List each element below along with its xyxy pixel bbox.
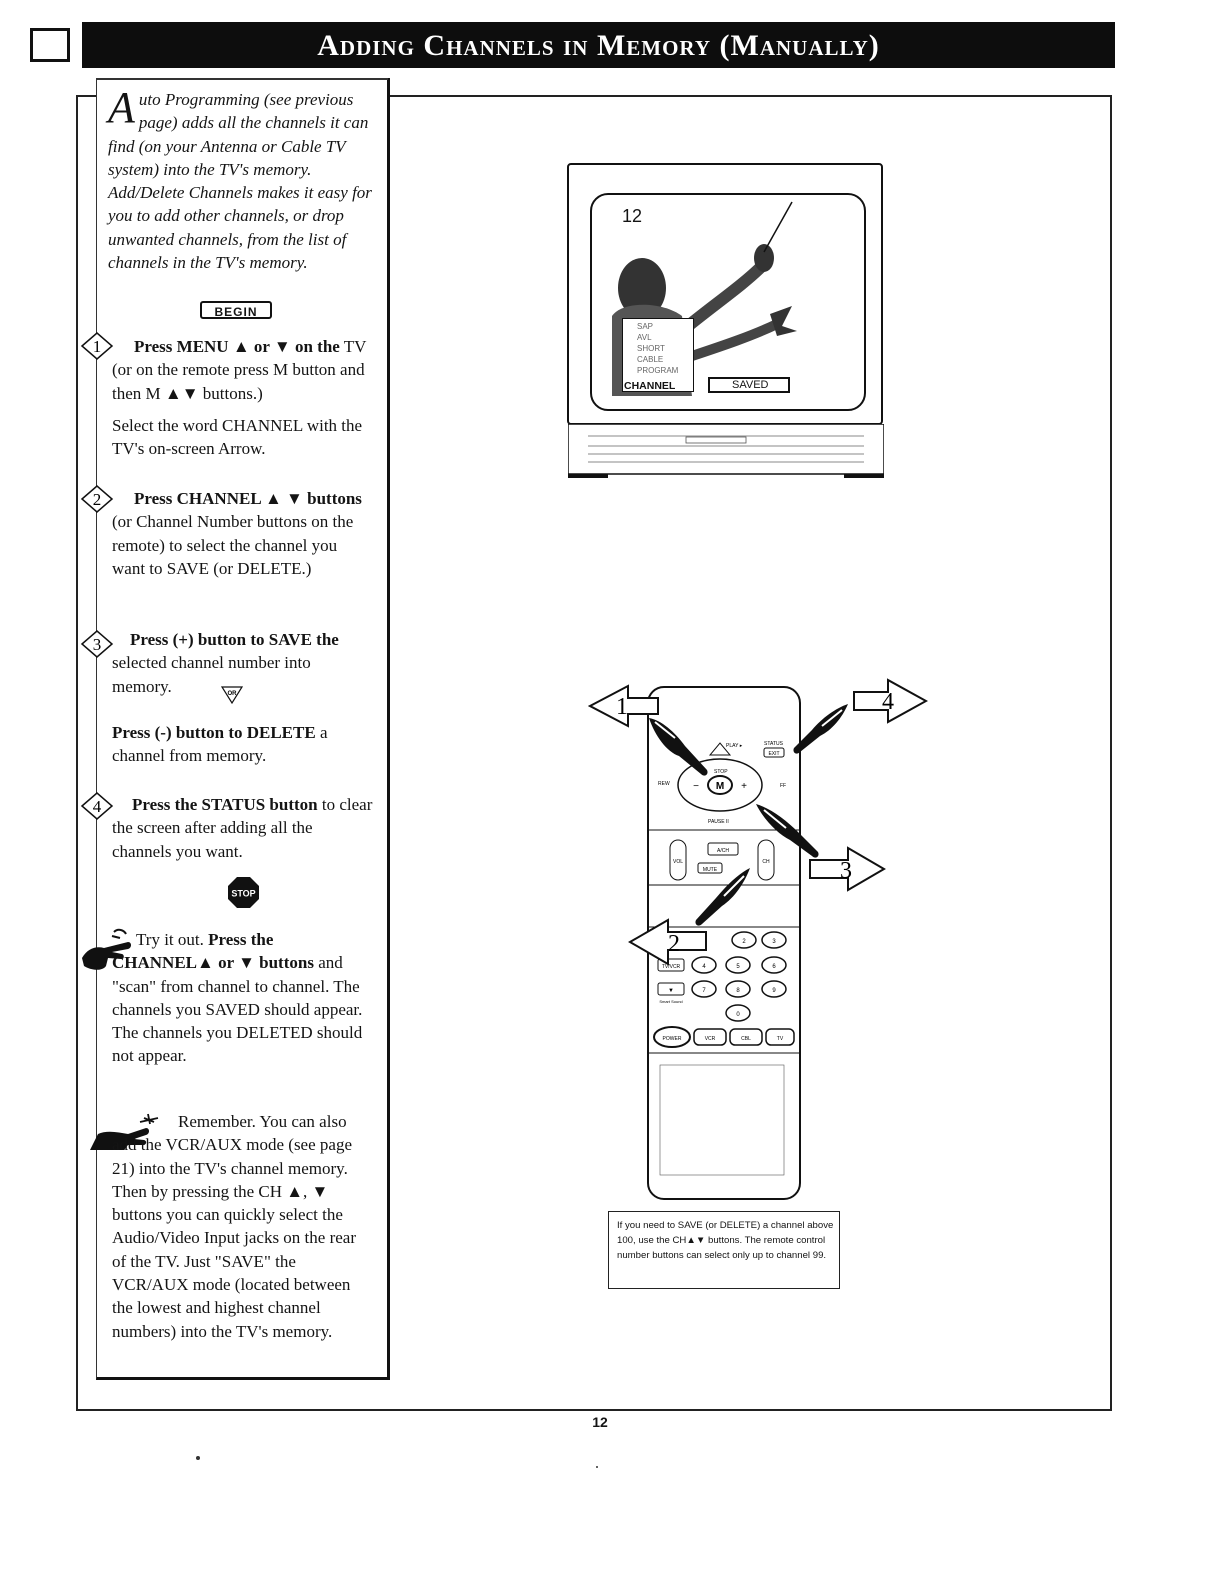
or-arrow-icon	[220, 685, 244, 705]
tv-base	[568, 424, 884, 478]
step-4-body: to clear the screen after adding all the channels you want.	[112, 795, 373, 861]
page-title: Adding Channels in Memory (Manually)	[317, 29, 880, 62]
step-2-body: (or Channel Number buttons on the remote) to select the channel you want to SAVE (or DELETE.)	[112, 512, 354, 578]
svg-text:+: +	[741, 781, 747, 792]
hand-pointer-icon	[790, 700, 850, 756]
remote-exit-label: EXIT	[768, 751, 780, 757]
step-4-text	[112, 793, 374, 863]
remote-digit: 6	[772, 964, 776, 970]
try-it-lead: Try it out.	[136, 930, 209, 949]
remote-smart-label: Smart Sound	[659, 999, 683, 1004]
step-2-text	[112, 487, 374, 580]
remote-tvvcr-label: TV/VCR	[661, 964, 681, 970]
begin-badge: BEGIN	[200, 301, 272, 319]
remote-ach-label: A/CH	[717, 848, 729, 854]
remote-play-label: PLAY ▸	[726, 743, 743, 749]
remote-status-label: STATUS	[764, 741, 783, 747]
remote-digit: 8	[736, 988, 740, 994]
or-label: OR	[227, 691, 237, 697]
intro-paragraph	[108, 83, 378, 274]
try-it-bold: Press the CHANNEL▲ or ▼ buttons	[112, 930, 314, 973]
remote-ch-label: CH	[762, 859, 770, 865]
step-1-icon	[80, 331, 114, 361]
step-1-bold: Press MENU ▲ or ▼ on the	[134, 337, 340, 356]
remote-pause-label: PAUSE II	[708, 819, 729, 825]
remember-body: Remember. You can also add the VCR/AUX mode (see page 21) into the TV's channel memory. Then by pressing the CH ▲, ▼ buttons you can quickly select the Audio/Video Input jacks on the rear of the TV. Just "SAVE" the VCR/AUX mode (located between the lowest and highest channel numbers) into the TV's memory.	[112, 1112, 356, 1341]
intro-dropcap: A	[108, 83, 135, 132]
remote-digit: 7	[702, 988, 706, 994]
remote-digit: 4	[702, 964, 706, 970]
remote-vol-label: VOL	[672, 859, 684, 865]
intro-text: uto Programming (see previous page) adds all the channels it can find (on your Antenna or Cable TV system) into the TV's memory. Add/Delete Channels makes it easy for you to add other channels, or drop unwanted channels, from the list of channels in the TV's memory.	[108, 90, 372, 273]
remote-ff-label: FF	[780, 783, 787, 789]
header-bar	[30, 22, 1115, 68]
remote-digit: 9	[772, 988, 776, 994]
tv-menu-list	[623, 319, 693, 376]
step-1-number: 1	[92, 337, 102, 356]
callout-3-number: 3	[840, 858, 852, 884]
tv-menu-item: AVL	[637, 333, 652, 342]
tv-menu-item: PROGRAM	[637, 366, 679, 375]
remote-digit: 3	[772, 939, 776, 945]
remote-vcr-label: VCR	[704, 1036, 716, 1042]
remote-power-label: POWER	[662, 1036, 682, 1042]
remote-stop-label: STOP	[714, 769, 728, 775]
tv-menu-item: SHORT	[637, 344, 665, 353]
step-1-extra: Select the word CHANNEL with the TV's on-screen Arrow.	[112, 416, 363, 459]
step-3-icon	[80, 629, 114, 659]
step-2-number: 2	[92, 490, 102, 509]
tv-menu-selected: CHANNEL	[624, 380, 676, 392]
step-3-bold: Press (+) button to SAVE the	[130, 630, 339, 649]
tv-logo-icon	[30, 28, 70, 62]
svg-text:−: −	[693, 781, 699, 792]
scan-speck	[196, 1456, 200, 1460]
page-number: 12	[592, 1414, 608, 1430]
try-it-body: and "scan" from channel to channel. The channels you SAVED should appear. The channels you DELETED should not appear.	[112, 953, 363, 1066]
step-1-body: TV (or on the remote press M button and then M ▲▼ buttons.)	[112, 337, 367, 403]
caption-note: If you need to SAVE (or DELETE) a channel above 100, use the CH▲▼ buttons. The remote control number buttons can select only up to channel 99.	[608, 1211, 840, 1289]
step-3-number: 3	[92, 635, 102, 654]
stop-sign-icon	[227, 876, 260, 909]
remember-text	[112, 1110, 374, 1343]
step-4-icon	[80, 791, 114, 821]
tv-menu-item: SAP	[637, 322, 654, 331]
hand-pointer-icon	[690, 864, 754, 928]
callout-4-arrow-icon	[852, 678, 928, 724]
svg-text:▼: ▼	[668, 988, 674, 994]
step-3-extra-bold: Press (-) button to DELETE	[112, 723, 316, 742]
callout-4-number: 4	[882, 689, 894, 715]
step-1-text	[112, 335, 374, 405]
step-4-number: 4	[92, 797, 102, 816]
step-2-icon	[80, 484, 114, 514]
step-3-body: selected channel number into memory.	[112, 653, 311, 696]
remote-rew-label: REW	[658, 781, 670, 787]
scan-speck	[596, 1466, 598, 1468]
remote-menu-label: M	[715, 781, 725, 792]
tv-menu-item: CABLE	[637, 355, 664, 364]
try-it-text	[112, 928, 374, 1068]
stop-label: STOP	[231, 888, 256, 899]
remote-mute-label: MUTE	[702, 867, 718, 873]
remote-digit: 5	[736, 964, 740, 970]
tv-saved-indicator: SAVED	[708, 377, 790, 393]
step-4-bold: Press the STATUS button	[132, 795, 318, 814]
step-2-bold: Press CHANNEL ▲ ▼ buttons	[134, 489, 362, 508]
remote-digit: 0	[736, 1012, 740, 1018]
hand-pointer-icon	[645, 712, 715, 782]
hand-pointer-icon	[752, 800, 822, 860]
remote-tv-label: TV	[776, 1036, 784, 1042]
remote-digit: 2	[742, 939, 746, 945]
remote-cbl-label: CBL	[741, 1036, 751, 1042]
callout-2-number: 2	[668, 931, 680, 957]
tv-channel-number: 12	[622, 206, 643, 226]
panel-top-rule	[96, 78, 388, 80]
step-3-extra	[112, 721, 374, 768]
callout-1-number: 1	[616, 694, 628, 720]
step-3-extra-body: a channel from memory.	[112, 723, 328, 766]
